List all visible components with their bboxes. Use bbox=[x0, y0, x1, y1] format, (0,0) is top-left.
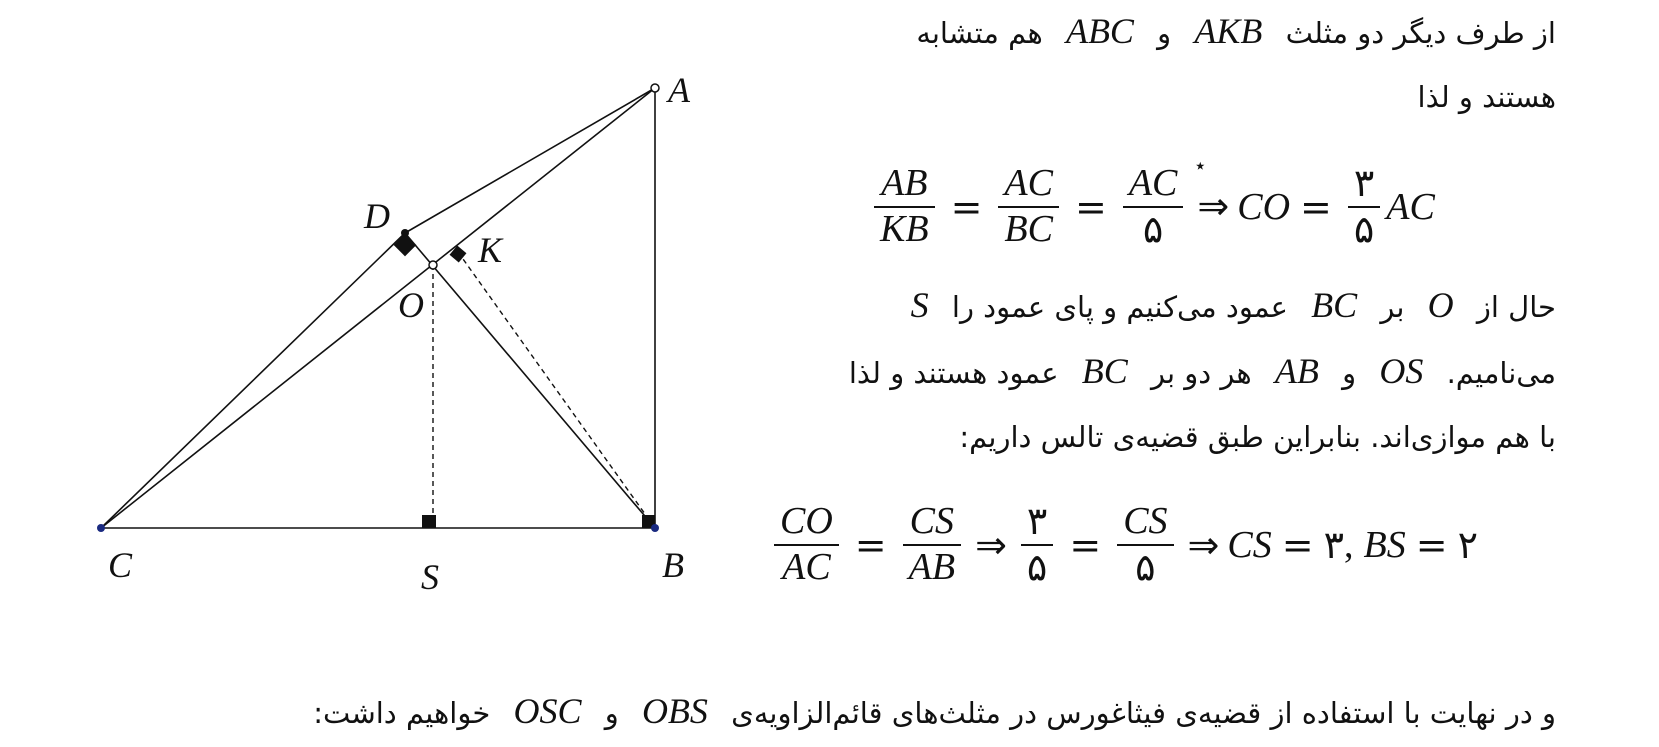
line4-math-ab: AB bbox=[1274, 351, 1319, 391]
line3-math-o: O bbox=[1427, 285, 1454, 325]
label-A: A bbox=[668, 70, 690, 110]
line3-math-bc: BC bbox=[1311, 285, 1358, 325]
line4-mid: هر دو بر bbox=[1150, 356, 1252, 390]
line1-math-abc: ABC bbox=[1065, 11, 1134, 51]
point-A bbox=[651, 84, 659, 92]
segment-CD bbox=[101, 233, 405, 528]
point-B bbox=[651, 524, 659, 532]
line3-mid2: عمود می‌کنیم و پای عمود را bbox=[951, 290, 1288, 324]
line6-end: خواهیم داشت: bbox=[313, 696, 491, 730]
eq2-frac-cs-ab: $\frac{CS}{AB}$ bbox=[903, 500, 961, 589]
figure-canvas bbox=[38, 0, 738, 630]
label-D: D bbox=[364, 196, 390, 236]
point-C bbox=[97, 524, 105, 532]
line2-text: هستند و لذا bbox=[1417, 80, 1556, 114]
eq2-bs: BS bbox=[1363, 523, 1406, 566]
line1-and: و bbox=[1157, 16, 1172, 50]
label-S: S bbox=[421, 557, 439, 597]
eq1-frac-ac-bc: $\frac{AC}{BC}$ bbox=[998, 162, 1059, 251]
segment-AC bbox=[101, 88, 655, 528]
line1-end: هم متشابه bbox=[916, 16, 1043, 50]
eq1-frac-ac-5: $\frac{AC}{۵}$ bbox=[1123, 162, 1184, 251]
eq1-frac-3-5: $\frac{۳}{۵}$ bbox=[1348, 162, 1380, 251]
line3-mid1: بر bbox=[1380, 290, 1405, 324]
label-O: O bbox=[398, 285, 424, 325]
eq1-frac-ab-kb: $\frac{AB}{KB}$ bbox=[874, 162, 935, 251]
line5-text: با هم موازی‌اند. بنابراین طبق قضیه‌ی تالس داریم: bbox=[959, 420, 1556, 454]
eq2-frac-cs-5: $\frac{CS}{۵}$ bbox=[1117, 500, 1173, 589]
equation-thales: $\frac{CO}{AC}$ = $\frac{CS}{AB}$ ⇒ $\frac{۳}{۵}$ = $\frac{CS}{۵}$ ⇒ CS = ۳ , BS = ۲ bbox=[768, 500, 1478, 589]
eq2-bs-value: ۲ bbox=[1457, 522, 1478, 567]
line4-math-os: OS bbox=[1379, 351, 1424, 391]
eq1-co: CO bbox=[1237, 185, 1291, 228]
segment-DB bbox=[405, 233, 655, 528]
equation-similarity: $\frac{AB}{KB}$ = $\frac{AC}{BC}$ = $\frac{AC}{۵}$ ⋆ ⇒ CO = $\frac{۳}{۵}$ AC bbox=[868, 162, 1435, 251]
line3-math-s: S bbox=[910, 285, 929, 325]
label-C: C bbox=[108, 545, 133, 585]
point-D bbox=[401, 229, 409, 237]
text-line-5 bbox=[959, 420, 1556, 454]
line3-start: حال از bbox=[1476, 290, 1556, 324]
text-line-6 bbox=[313, 690, 1556, 732]
eq1-implies: ⋆ ⇒ bbox=[1193, 154, 1230, 229]
segment-KB bbox=[458, 252, 655, 528]
point-O bbox=[429, 261, 437, 269]
line1-math-akb: AKB bbox=[1194, 11, 1263, 51]
right-angle-S bbox=[422, 515, 436, 528]
eq2-cs: CS bbox=[1227, 523, 1272, 566]
geometry-figure bbox=[38, 0, 738, 630]
line6-math-osc: OSC bbox=[513, 691, 582, 731]
line4-end: عمود هستند و لذا bbox=[848, 356, 1059, 390]
line6-and: و bbox=[604, 696, 619, 730]
text-line-1 bbox=[916, 10, 1556, 52]
eq2-frac-3-5: $\frac{۳}{۵}$ bbox=[1021, 500, 1053, 589]
segment-DA bbox=[405, 88, 655, 233]
line4-math-bc: BC bbox=[1081, 351, 1128, 391]
line4-and: و bbox=[1342, 356, 1357, 390]
eq2-comma: , bbox=[1344, 523, 1354, 566]
line4-start: می‌نامیم. bbox=[1446, 356, 1556, 390]
text-line-2 bbox=[1418, 80, 1556, 114]
right-angle-D bbox=[394, 234, 417, 257]
line1-start: از طرف دیگر دو مثلث bbox=[1285, 16, 1556, 50]
line6-math-obs: OBS bbox=[641, 691, 708, 731]
line6-start: و در نهایت با استفاده از قضیه‌ی فیثاغورس در مثلث‌های قائم‌الزاویه‌ی bbox=[731, 696, 1556, 730]
label-K: K bbox=[478, 230, 503, 270]
text-line-3 bbox=[897, 284, 1556, 326]
eq2-cs-value: ۳ bbox=[1323, 522, 1345, 567]
eq2-frac-co-ac: $\frac{CO}{AC}$ bbox=[774, 500, 839, 589]
text-line-4 bbox=[849, 350, 1556, 392]
label-B: B bbox=[662, 545, 684, 585]
eq1-ac: AC bbox=[1386, 185, 1435, 228]
